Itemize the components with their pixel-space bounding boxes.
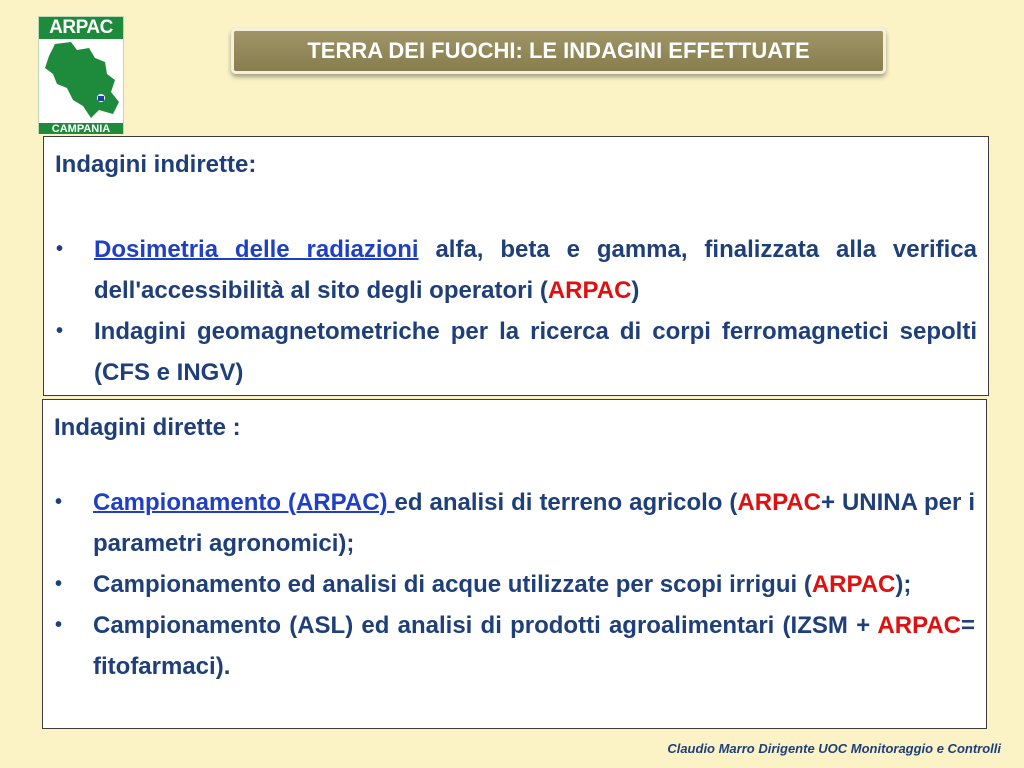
direct-heading: Indagini dirette : [54, 414, 241, 441]
dosimetry-link[interactable]: Dosimetria delle radiazioni [94, 236, 419, 263]
campania-map-icon [41, 40, 123, 120]
logo-bottom-text: CAMPANIA [39, 123, 123, 134]
item-text: ); [895, 571, 912, 598]
indirect-heading: Indagini indirette: [55, 151, 257, 178]
direct-investigations-box [42, 399, 987, 729]
indirect-investigations-box [43, 136, 989, 396]
list-item [43, 605, 986, 687]
arpac-highlight: ARPAC [547, 277, 632, 304]
list-item [43, 564, 986, 605]
item-text: Campionamento ed analisi di acque utilizzate per scopi irrigui ( [93, 571, 812, 598]
item-text: ed analisi di terreno agricolo ( [394, 489, 738, 516]
sampling-link[interactable]: Campionamento (ARPAC) [93, 489, 395, 516]
indirect-list [44, 229, 988, 393]
logo-top-text: ARPAC [39, 17, 123, 39]
bullet-icon: • [55, 491, 63, 513]
bullet-icon: • [55, 614, 63, 636]
item-text: + UNINA per i parametri agronomici); [93, 489, 976, 557]
slide-title-text: TERRA DEI FUOCHI: LE INDAGINI EFFETTUATE [307, 38, 810, 63]
item-text: Indagini geomagnetometriche per la ricerca di corpi ferromagnetici sepolti (CFS e INGV) [94, 318, 977, 386]
arpac-highlight: ARPAC [877, 612, 961, 639]
item-text: Campionamento (ASL) ed analisi di prodotti agroalimentari (IZSM + [93, 612, 878, 639]
slide-title [231, 28, 886, 74]
list-item [44, 229, 988, 311]
bullet-icon: • [55, 573, 63, 595]
item-text: ) [631, 277, 640, 304]
item-text: alfa, beta e gamma, finalizzata alla verifica dell'accessibilità al sito degli operatori ( [94, 236, 977, 304]
bullet-icon: • [56, 238, 64, 260]
item-text: = fitofarmaci). [93, 612, 975, 680]
arpac-logo [38, 16, 124, 134]
bullet-icon: • [56, 320, 64, 342]
list-item [44, 311, 988, 393]
list-item [43, 482, 986, 564]
arpac-highlight: ARPAC [811, 571, 896, 598]
direct-list [43, 482, 986, 687]
footer-author: Claudio Marro Dirigente UOC Monitoraggio e Controlli [667, 741, 1001, 756]
arpac-highlight: ARPAC [737, 489, 821, 516]
